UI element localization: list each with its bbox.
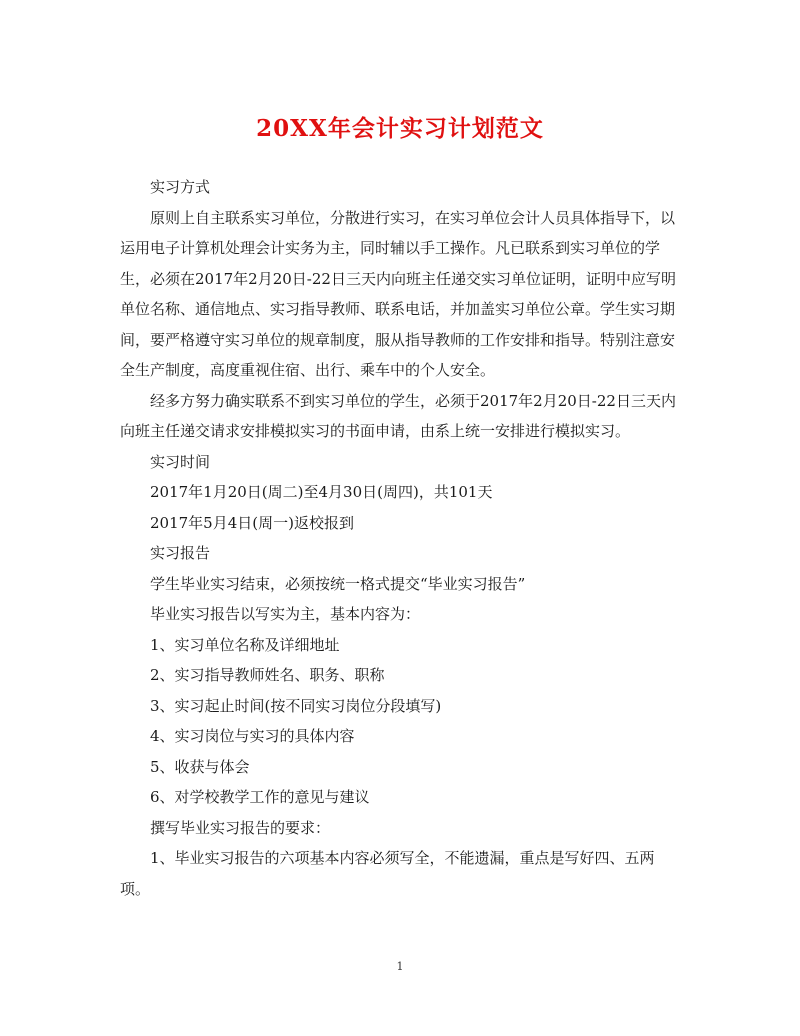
- paragraph-return-date: 2017年5月4日(周一)返校报到: [150, 513, 354, 532]
- list-item: 1、实习单位名称及详细地址: [150, 635, 340, 654]
- paragraph-time-range: 2017年1月20日(周二)至4月30日(周四)，共101天: [150, 483, 493, 501]
- list-item: 3、实习起止时间(按不同实习岗位分段填写): [150, 696, 442, 715]
- paragraph-method-detail: 原则上自主联系实习单位，分散进行实习，在实习单位会计人员具体指导下，以运用电子计算机处理会计实务为主，同时辅以手工操作。凡已联系到实习单位的学生，必须在2017年2月20日-22日三天内向班主任递交实习单位证明，证明中应写明单位名称、通信地点、实习指导教师、联系电话，并加盖实习单位公章。学生实习期间，要严格遵守实习单位的规章制度，服从指导教师的工作安排和指导。特别注意安全生产制度，高度重视住宿、出行、乘车中的个人安全。: [120, 208, 676, 379]
- paragraph-report-content: 毕业实习报告以写实为主，基本内容为：: [150, 605, 421, 623]
- paragraph-report-submit: 学生毕业实习结束，必须按统一格式提交“毕业实习报告”: [150, 574, 526, 593]
- list-item: 2、实习指导教师姓名、职务、职称: [150, 666, 385, 684]
- document-title: 20XX年会计实习计划范文: [256, 115, 544, 142]
- list-item: 1、毕业实习报告的六项基本内容必须写全，不能遗漏，重点是写好四、五两项。: [120, 849, 655, 898]
- section-heading-time: 实习时间: [150, 452, 211, 471]
- list-item: 4、实习岗位与实习的具体内容: [150, 727, 355, 745]
- page-number: 1: [396, 960, 404, 973]
- list-item: 5、收获与体会: [150, 757, 250, 776]
- paragraph-simulated-internship: 经多方努力确实联系不到实习单位的学生，必须于2017年2月20日-22日三天内向班主任递交请求安排模拟实习的书面申请，由系上统一安排进行模拟实习。: [120, 391, 676, 440]
- list-item: 6、对学校教学工作的意见与建议: [150, 788, 370, 806]
- section-heading-method: 实习方式: [150, 178, 211, 196]
- section-heading-report: 实习报告: [150, 544, 211, 562]
- paragraph-report-requirements: 撰写毕业实习报告的要求：: [150, 818, 331, 837]
- document-body: [120, 172, 682, 904]
